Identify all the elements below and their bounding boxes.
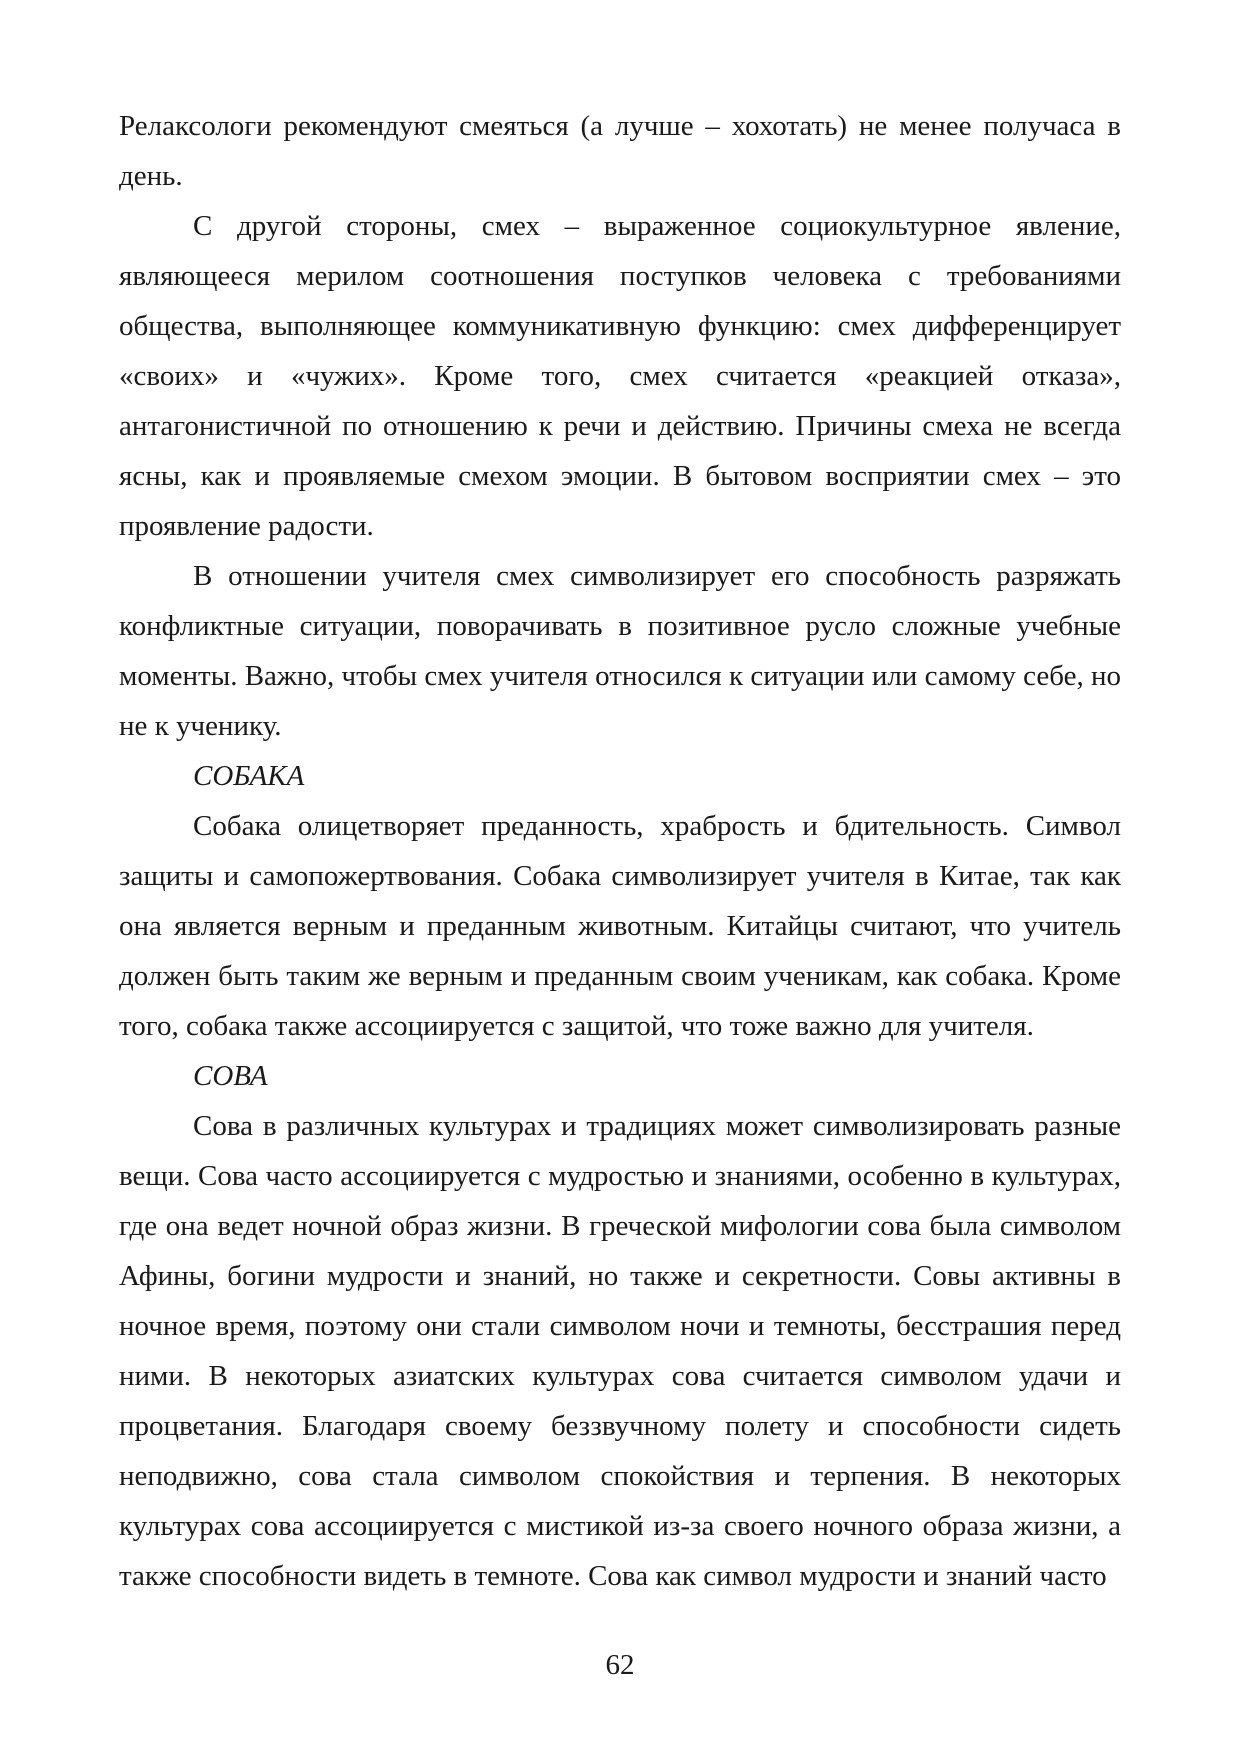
text-line: день. — [119, 160, 183, 192]
text-line: Сова в различных культурах и традициях может символизировать разные — [193, 1110, 1121, 1142]
text-line: ясны, как и проявляемые смехом эмоции. В бытовом восприятии смех – это — [119, 460, 1121, 492]
text-line: являющееся мерилом соотношения поступков человека с требованиями — [119, 260, 1121, 292]
text-line: где она ведет ночной образ жизни. В греческой мифологии сова была символом — [119, 1210, 1121, 1242]
text-line: проявление радости. — [119, 510, 374, 542]
text-line: процветания. Благодаря своему беззвучному полету и способности сидеть — [119, 1410, 1121, 1442]
text-line: антагонистичной по отношению к речи и действию. Причины смеха не всегда — [119, 410, 1121, 442]
text-line: защиты и самопожертвования. Собака символизирует учителя в Китае, так как — [119, 860, 1121, 892]
text-line: Собака олицетворяет преданность, храбрость и бдительность. Символ — [193, 810, 1121, 842]
text-line: неподвижно, сова стала символом спокойствия и терпения. В некоторых — [119, 1460, 1121, 1492]
page-number: 62 — [605, 1649, 635, 1681]
text-line: ними. В некоторых азиатских культурах сова считается символом удачи и — [119, 1360, 1121, 1392]
text-line: она является верным и преданным животным. Китайцы считают, что учитель — [119, 910, 1121, 942]
text-line: С другой стороны, смех – выраженное социокультурное явление, — [193, 210, 1121, 242]
text-line: должен быть таким же верным и преданным своим ученикам, как собака. Кроме — [119, 960, 1121, 992]
text-line: ночное время, поэтому они стали символом ночи и темноты, бесстрашия перед — [119, 1310, 1121, 1342]
text-line: того, собака также ассоциируется с защитой, что тоже важно для учителя. — [119, 1010, 1034, 1042]
text-line: общества, выполняющее коммуникативную функцию: смех дифференцирует — [119, 310, 1121, 342]
text-line: Афины, богини мудрости и знаний, но также и секретности. Совы активны в — [119, 1260, 1121, 1292]
text-block — [119, 101, 1121, 1601]
text-line: вещи. Сова часто ассоциируется с мудростью и знаниями, особенно в культурах, — [119, 1160, 1121, 1192]
text-line: не к ученику. — [119, 710, 282, 742]
text-line: Релаксологи рекомендуют смеяться (а лучше – хохотать) не менее получаса в — [119, 110, 1121, 142]
section-heading: СОБАКА — [193, 760, 305, 792]
text-line: В отношении учителя смех символизирует его способность разряжать — [193, 560, 1121, 592]
text-line: «своих» и «чужих». Кроме того, смех считается «реакцией отказа», — [119, 360, 1121, 392]
text-line: культурах сова ассоциируется с мистикой из-за своего ночного образа жизни, а — [119, 1510, 1121, 1542]
text-line: конфликтные ситуации, поворачивать в позитивное русло сложные учебные — [119, 610, 1121, 642]
text-line: моменты. Важно, чтобы смех учителя относился к ситуации или самому себе, но — [119, 660, 1121, 692]
text-line: также способности видеть в темноте. Сова как символ мудрости и знаний часто — [119, 1560, 1107, 1592]
section-heading: СОВА — [193, 1060, 268, 1092]
